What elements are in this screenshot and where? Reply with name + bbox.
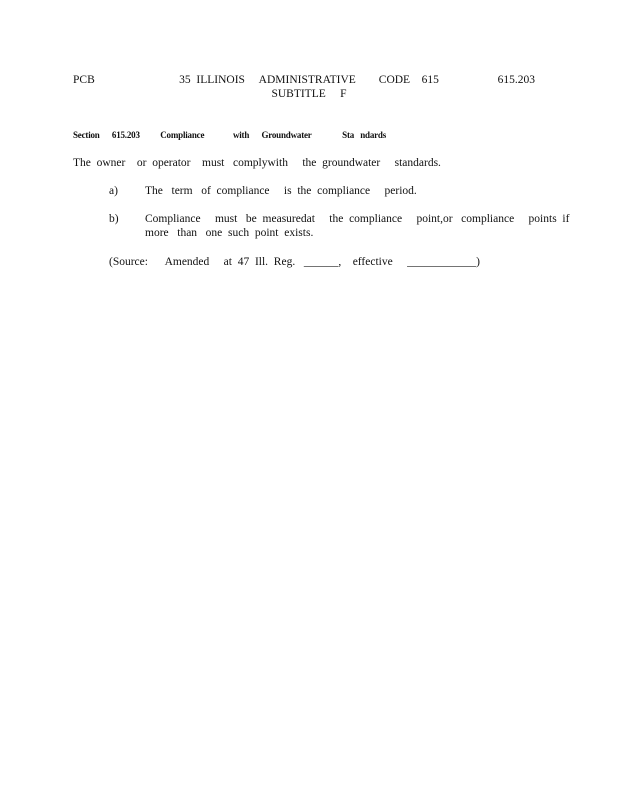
section-intro-paragraph: The owner or operator must complywith the groundwater standards. — [73, 157, 441, 169]
item-marker-b: b) — [109, 213, 119, 225]
item-text-b-line1: Compliance must be measuredat the compliance point,or compliance points if — [145, 213, 570, 225]
item-text-a: The term of compliance is the compliance period. — [145, 185, 417, 197]
header-code-title: 35 ILLINOIS ADMINISTRATIVE CODE 615 — [179, 74, 439, 86]
item-text-b-line2: more than one such point exists. — [145, 227, 314, 239]
section-heading: Section 615.203 Compliance with Groundwater Sta ndards — [73, 130, 387, 140]
header-agency: PCB — [73, 74, 95, 86]
header-subtitle: SUBTITLE F — [271, 88, 347, 100]
source-note: (Source: Amended at 47 Ill. Reg. ______, effective ____________) — [109, 256, 480, 268]
header-section-number: 615.203 — [497, 74, 535, 86]
item-marker-a: a) — [109, 185, 118, 197]
